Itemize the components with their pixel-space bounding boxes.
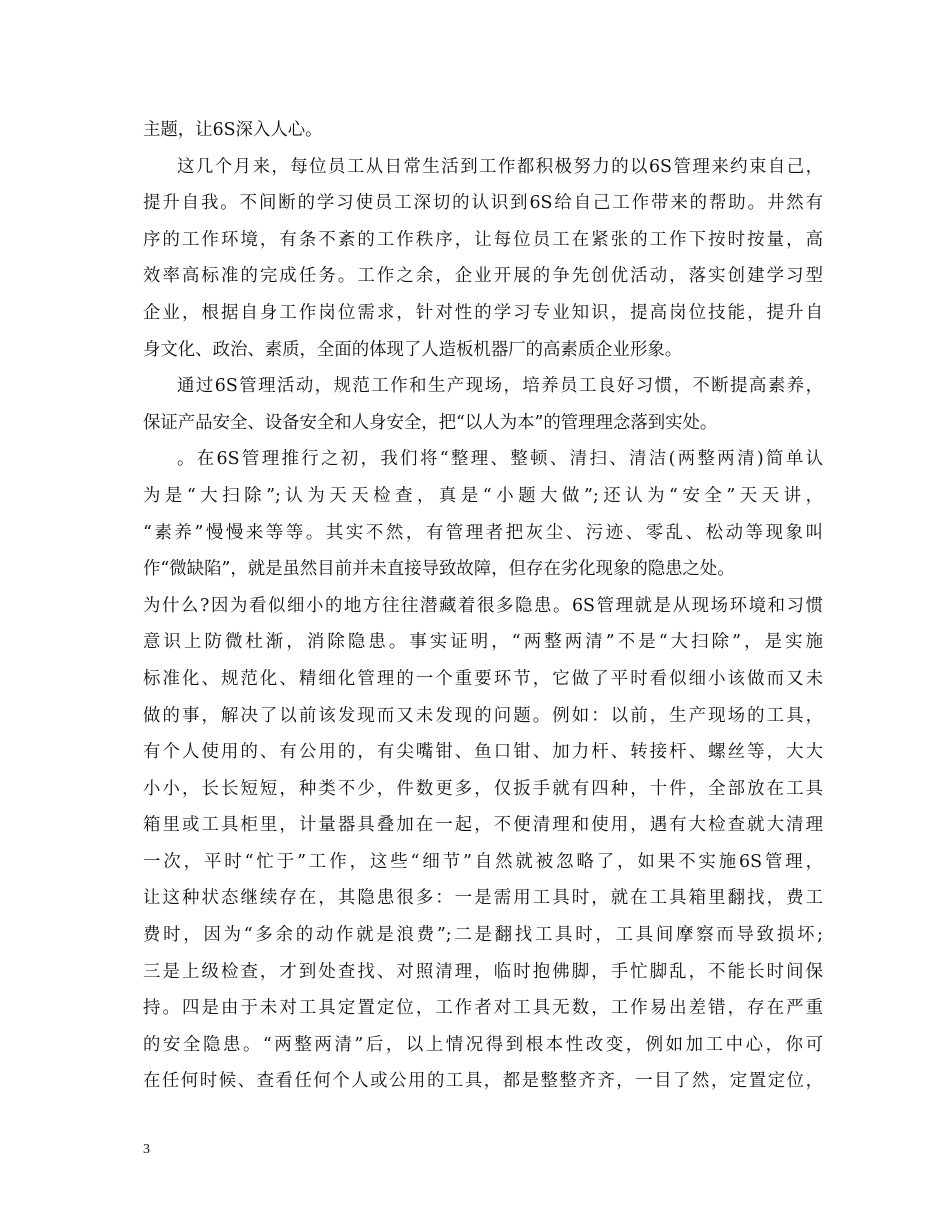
text-line: 通过6S管理活动，规范工作和生产现场，培养员工良好习惯，不断提高素养，: [177, 376, 823, 397]
text-line: 序的工作环境，有条不紊的工作秩序，让每位员工在紧张的工作下按时按量，高: [143, 229, 823, 250]
text-line: “素养”慢慢来等等。其实不然，有管理者把灰尘、污迹、零乱、松动等现象叫: [143, 522, 823, 543]
text-line: 作“微缺陷”，就是虽然目前并未直接导致故障，但存在劣化现象的隐患之处。: [143, 559, 735, 580]
page-number: 3: [143, 1142, 150, 1157]
document-body: [143, 112, 823, 1100]
text-line: 持。四是由于未对工具定置定位，工作者对工具无数，工作易出差错，存在严重: [143, 998, 823, 1019]
text-line: 箱里或工具柜里，计量器具叠加在一起，不便清理和使用，遇有大检查就大清理: [143, 815, 823, 836]
text-line: 费时，因为“多余的动作就是浪费”;二是翻找工具时，工具间摩察而导致损坏;: [143, 925, 823, 946]
text-line: 标准化、规范化、精细化管理的一个重要环节，它做了平时看似细小该做而又未: [143, 668, 823, 689]
text-line: 为什么?因为看似细小的地方往往潜藏着很多隐患。6S管理就是从现场环境和习惯: [143, 595, 823, 616]
text-line: 有个人使用的、有公用的，有尖嘴钳、鱼口钳、加力杆、转接杆、螺丝等，大大: [143, 742, 823, 763]
text-line: 。在6S管理推行之初，我们将“整理、整顿、清扫、清洁(两整两清)简单认: [177, 449, 823, 470]
text-line: 在任何时候、查看任何个人或公用的工具，都是整整齐齐，一目了然，定置定位，: [143, 1071, 823, 1092]
text-line: 效率高标准的完成任务。工作之余，企业开展的争先创优活动，落实创建学习型: [143, 266, 823, 287]
text-line: 的安全隐患。“两整两清”后，以上情况得到根本性改变，例如加工中心，你可: [143, 1034, 823, 1055]
text-line: 保证产品安全、设备安全和人身安全，把“以人为本”的管理理念落到实处。: [143, 412, 718, 433]
text-line: 小小，长长短短，种类不少，件数更多，仅扳手就有四种，十件，全部放在工具: [143, 778, 823, 799]
text-line: 提升自我。不间断的学习使员工深切的认识到6S给自己工作带来的帮助。井然有: [143, 193, 823, 214]
text-line: 为是“大扫除”;认为天天检查，真是“小题大做”;还认为“安全”天天讲，: [143, 485, 823, 506]
text-line: 这几个月来，每位员工从日常生活到工作都积极努力的以6S管理来约束自己，: [177, 156, 823, 177]
text-line: 三是上级检查，才到处查找、对照清理，临时抱佛脚，手忙脚乱，不能长时间保: [143, 961, 823, 982]
text-line: 主题，让6S深入人心。: [143, 120, 323, 140]
text-line: 一次，平时“忙于”工作，这些“细节”自然就被忽略了，如果不实施6S管理，: [143, 851, 823, 872]
text-line: 做的事，解决了以前该发现而又未发现的问题。例如：以前，生产现场的工具，: [143, 705, 823, 726]
text-line: 让这种状态继续存在，其隐患很多：一是需用工具时，就在工具箱里翻找，费工: [143, 888, 823, 909]
text-line: 意识上防微杜渐，消除隐患。事实证明，“两整两清”不是“大扫除”，是实施: [143, 632, 823, 653]
text-line: 企业，根据自身工作岗位需求，针对性的学习专业知识，提高岗位技能，提升自: [143, 302, 823, 323]
text-line: 身文化、政治、素质，全面的体现了人造板机器厂的高素质企业形象。: [143, 339, 683, 360]
